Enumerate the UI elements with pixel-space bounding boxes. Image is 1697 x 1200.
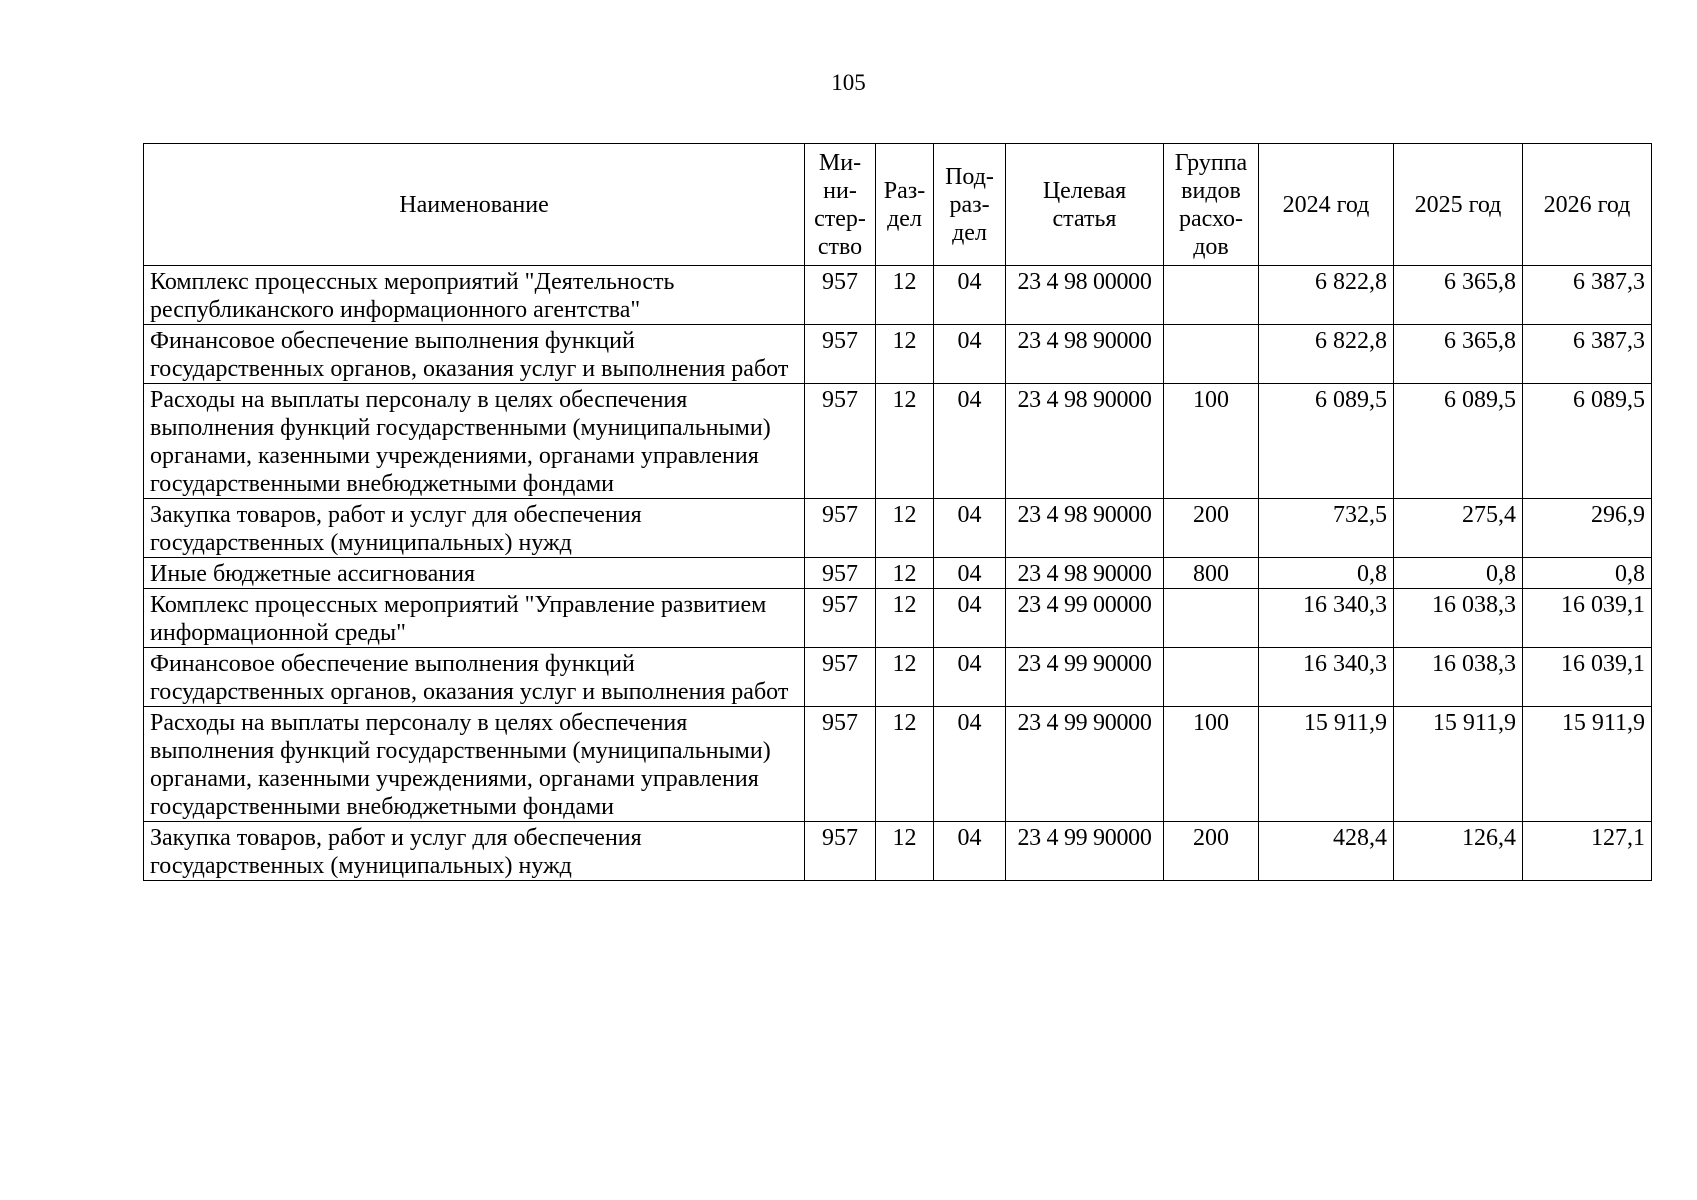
cell-expense-group	[1164, 648, 1259, 707]
cell-2026: 6 387,3	[1523, 325, 1652, 384]
cell-section: 12	[876, 266, 934, 325]
cell-2024: 16 340,3	[1259, 648, 1394, 707]
header-ministry: Ми- ни- стер- ство	[805, 144, 876, 266]
cell-name: Иные бюджетные ассигнования	[144, 558, 805, 589]
header-expense-group: Группа видов расхо- дов	[1164, 144, 1259, 266]
cell-expense-group	[1164, 266, 1259, 325]
cell-2026: 16 039,1	[1523, 648, 1652, 707]
header-subsection: Под- раз- дел	[934, 144, 1006, 266]
header-name: Наименование	[144, 144, 805, 266]
cell-2024: 0,8	[1259, 558, 1394, 589]
cell-2026: 16 039,1	[1523, 589, 1652, 648]
cell-2025: 16 038,3	[1394, 648, 1523, 707]
table-row	[144, 707, 1652, 822]
page-number: 105	[831, 70, 866, 95]
cell-2026: 15 911,9	[1523, 707, 1652, 822]
cell-2024: 6 822,8	[1259, 266, 1394, 325]
header-2026: 2026 год	[1523, 144, 1652, 266]
table-body	[144, 266, 1652, 881]
cell-2024: 732,5	[1259, 499, 1394, 558]
cell-target-item: 23 4 98 90000	[1006, 384, 1164, 499]
cell-2024: 428,4	[1259, 822, 1394, 881]
cell-target-item: 23 4 98 00000	[1006, 266, 1164, 325]
cell-target-item: 23 4 99 90000	[1006, 707, 1164, 822]
cell-2025: 126,4	[1394, 822, 1523, 881]
cell-2026: 127,1	[1523, 822, 1652, 881]
cell-2024: 15 911,9	[1259, 707, 1394, 822]
cell-2025: 6 365,8	[1394, 325, 1523, 384]
cell-expense-group: 200	[1164, 499, 1259, 558]
cell-target-item: 23 4 98 90000	[1006, 558, 1164, 589]
cell-ministry: 957	[805, 707, 876, 822]
cell-2024: 6 822,8	[1259, 325, 1394, 384]
cell-2026: 296,9	[1523, 499, 1652, 558]
cell-name: Комплекс процессных мероприятий "Деятельность республиканского информационного агентства"	[144, 266, 805, 325]
table-row	[144, 648, 1652, 707]
cell-2025: 15 911,9	[1394, 707, 1523, 822]
cell-2024: 16 340,3	[1259, 589, 1394, 648]
cell-target-item: 23 4 99 00000	[1006, 589, 1164, 648]
cell-2025: 16 038,3	[1394, 589, 1523, 648]
cell-ministry: 957	[805, 648, 876, 707]
cell-expense-group	[1164, 325, 1259, 384]
cell-subsection: 04	[934, 384, 1006, 499]
cell-name: Расходы на выплаты персоналу в целях обеспечения выполнения функций государственными (муниципальными) органами, казенными учреждениями, органами управления государственными внебюджетными фондами	[144, 384, 805, 499]
cell-expense-group: 100	[1164, 384, 1259, 499]
cell-section: 12	[876, 648, 934, 707]
cell-expense-group: 200	[1164, 822, 1259, 881]
table-row	[144, 384, 1652, 499]
cell-subsection: 04	[934, 589, 1006, 648]
cell-2025: 6 089,5	[1394, 384, 1523, 499]
cell-target-item: 23 4 98 90000	[1006, 325, 1164, 384]
table-row	[144, 558, 1652, 589]
cell-ministry: 957	[805, 384, 876, 499]
header-section: Раз- дел	[876, 144, 934, 266]
cell-section: 12	[876, 822, 934, 881]
cell-2024: 6 089,5	[1259, 384, 1394, 499]
cell-section: 12	[876, 707, 934, 822]
cell-subsection: 04	[934, 822, 1006, 881]
cell-ministry: 957	[805, 266, 876, 325]
header-target-item: Целевая статья	[1006, 144, 1164, 266]
cell-target-item: 23 4 98 90000	[1006, 499, 1164, 558]
cell-ministry: 957	[805, 325, 876, 384]
cell-subsection: 04	[934, 266, 1006, 325]
cell-name: Закупка товаров, работ и услуг для обеспечения государственных (муниципальных) нужд	[144, 499, 805, 558]
cell-section: 12	[876, 384, 934, 499]
cell-section: 12	[876, 558, 934, 589]
cell-ministry: 957	[805, 558, 876, 589]
cell-2025: 0,8	[1394, 558, 1523, 589]
cell-expense-group: 800	[1164, 558, 1259, 589]
header-2024: 2024 год	[1259, 144, 1394, 266]
header-row	[144, 144, 1652, 266]
cell-2026: 6 089,5	[1523, 384, 1652, 499]
cell-ministry: 957	[805, 499, 876, 558]
cell-expense-group: 100	[1164, 707, 1259, 822]
table-row	[144, 589, 1652, 648]
cell-ministry: 957	[805, 822, 876, 881]
cell-name: Комплекс процессных мероприятий "Управление развитием информационной среды"	[144, 589, 805, 648]
header-2025: 2025 год	[1394, 144, 1523, 266]
cell-section: 12	[876, 325, 934, 384]
table-row	[144, 499, 1652, 558]
cell-name: Расходы на выплаты персоналу в целях обеспечения выполнения функций государственными (муниципальными) органами, казенными учреждениями, органами управления государственными внебюджетными фондами	[144, 707, 805, 822]
cell-subsection: 04	[934, 648, 1006, 707]
cell-subsection: 04	[934, 499, 1006, 558]
cell-target-item: 23 4 99 90000	[1006, 822, 1164, 881]
cell-expense-group	[1164, 589, 1259, 648]
cell-target-item: 23 4 99 90000	[1006, 648, 1164, 707]
cell-subsection: 04	[934, 325, 1006, 384]
cell-name: Закупка товаров, работ и услуг для обеспечения государственных (муниципальных) нужд	[144, 822, 805, 881]
cell-2026: 6 387,3	[1523, 266, 1652, 325]
cell-subsection: 04	[934, 558, 1006, 589]
cell-subsection: 04	[934, 707, 1006, 822]
cell-name: Финансовое обеспечение выполнения функций государственных органов, оказания услуг и выполнения работ	[144, 648, 805, 707]
table-row	[144, 266, 1652, 325]
cell-name: Финансовое обеспечение выполнения функций государственных органов, оказания услуг и выполнения работ	[144, 325, 805, 384]
cell-2026: 0,8	[1523, 558, 1652, 589]
cell-section: 12	[876, 499, 934, 558]
budget-table	[143, 143, 1652, 881]
cell-section: 12	[876, 589, 934, 648]
cell-2025: 275,4	[1394, 499, 1523, 558]
table-row	[144, 325, 1652, 384]
table-row	[144, 822, 1652, 881]
cell-2025: 6 365,8	[1394, 266, 1523, 325]
cell-ministry: 957	[805, 589, 876, 648]
